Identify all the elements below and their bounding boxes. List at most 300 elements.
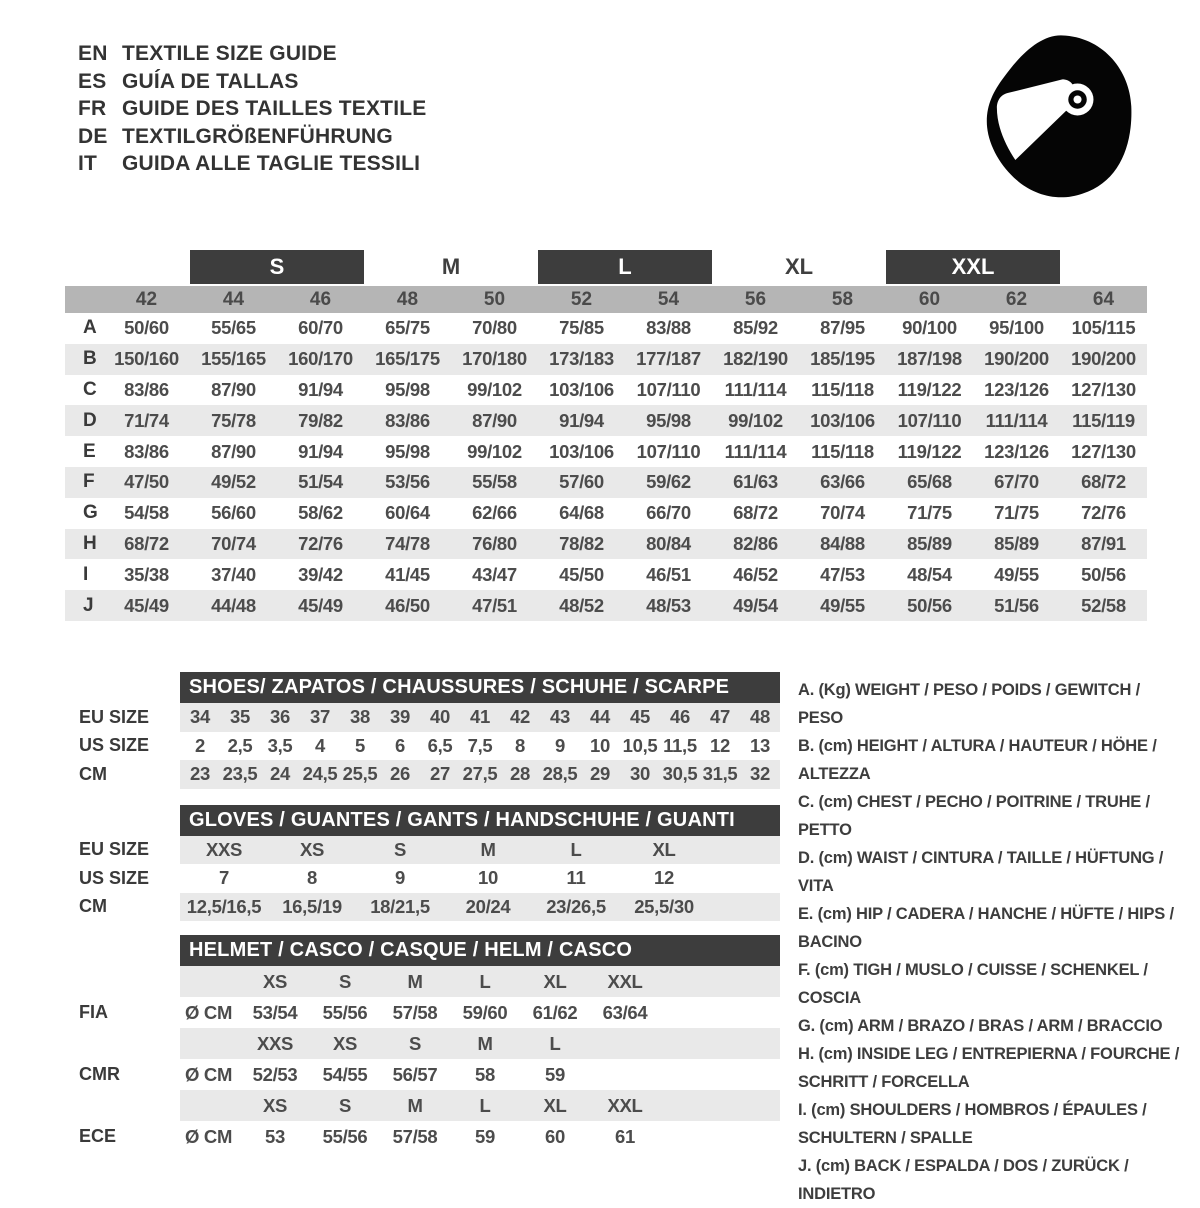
size-row-c: [65, 375, 1147, 406]
size-cell: 85/89: [994, 532, 1039, 554]
value-cell: XS: [332, 1032, 358, 1054]
size-cell: 87/90: [211, 378, 256, 400]
size-cell: 85/89: [907, 532, 952, 554]
helmet-sizes-row: [65, 966, 790, 997]
legend-item-g: G. (cm) ARM / BRAZO / BRAS / ARM / BRACCIO: [798, 1017, 1163, 1035]
value-cell: 36: [270, 706, 290, 728]
value-cell: XL: [652, 838, 676, 860]
value-cell: XS: [262, 1094, 288, 1116]
gloves-row: [65, 864, 790, 893]
value-cell: XXS: [205, 838, 243, 860]
value-cell: 23/26,5: [546, 895, 606, 917]
row-label: E: [83, 440, 96, 462]
value-cell: Ø CM: [185, 1001, 233, 1023]
size-cell: 87/95: [820, 317, 865, 339]
size-cell: 48/54: [907, 563, 952, 585]
size-cell: 107/110: [636, 440, 701, 462]
value-cell: 7: [219, 867, 229, 889]
size-cell: 50/56: [1081, 563, 1126, 585]
size-cell: 71/74: [124, 409, 169, 431]
size-cell: 46/51: [646, 563, 691, 585]
size-cell: 80/84: [646, 532, 691, 554]
language-row-fr: [78, 95, 426, 123]
legend-item-d: D. (cm) WAIST / CINTURA / TAILLE / HÜFTUNG / VITA: [798, 849, 1164, 895]
size-cell: 87/90: [472, 409, 517, 431]
value-cell: 26: [390, 763, 410, 785]
value-cell: 45: [630, 706, 650, 728]
size-cell: 71/75: [994, 502, 1039, 524]
legend-item-c: C. (cm) CHEST / PECHO / POITRINE / TRUHE / PETTO: [798, 793, 1150, 839]
size-cell: 83/86: [124, 378, 169, 400]
helmet-ece-row: [65, 1121, 790, 1152]
value-cell: 57/58: [392, 1125, 438, 1147]
gloves-row: [65, 893, 790, 922]
gloves-values: [180, 836, 780, 865]
value-cell: 43: [550, 706, 570, 728]
size-cell: 103/106: [549, 378, 614, 400]
size-cell: 70/74: [820, 502, 865, 524]
helmet-ece-values: [180, 1121, 780, 1152]
value-cell: Ø CM: [185, 1063, 233, 1085]
value-cell: [180, 966, 240, 997]
size-group-xl: XL: [784, 254, 814, 279]
helmet-icon-svg: [970, 30, 1138, 206]
size-cell: 95/100: [989, 317, 1044, 339]
size-cell: 65/68: [907, 471, 952, 493]
value-cell: XL: [543, 970, 567, 992]
value-cell: 39: [390, 706, 410, 728]
size-column-header: 50: [483, 288, 506, 310]
value-cell: 42: [510, 706, 530, 728]
shoes-table-title: SHOES/ ZAPATOS / CHAUSSURES / SCHUHE / SCARPE: [180, 672, 780, 703]
size-cell: 83/86: [124, 440, 169, 462]
size-cell: 95/98: [385, 440, 430, 462]
value-cell: 28: [510, 763, 530, 785]
size-row-g: [65, 498, 1147, 529]
value-cell: [590, 1028, 660, 1059]
helmet-sizes-values: [180, 966, 780, 997]
value-cell: 41: [470, 706, 490, 728]
value-cell: XXL: [607, 970, 643, 992]
size-cell: 55/58: [472, 471, 517, 493]
value-cell: 7,5: [467, 734, 493, 756]
value-cell: S: [408, 1032, 422, 1054]
value-cell: [180, 1090, 240, 1121]
size-cell: 91/94: [559, 409, 604, 431]
value-cell: 55/56: [322, 1125, 368, 1147]
size-cell: 119/122: [897, 440, 962, 462]
size-row-j: [65, 590, 1147, 621]
helmet-sizes-label: [65, 966, 180, 997]
shoes-label: US SIZE: [79, 735, 150, 756]
size-cell: 53/56: [385, 471, 430, 493]
size-cell: 68/72: [733, 502, 778, 524]
value-cell: 6,5: [427, 734, 453, 756]
row-label: F: [83, 471, 95, 493]
size-row-h: [65, 529, 1147, 560]
size-cell: 119/122: [897, 378, 962, 400]
size-cell: 99/102: [467, 378, 522, 400]
size-cell: 45/50: [559, 563, 604, 585]
size-cell: 127/130: [1071, 440, 1136, 462]
size-cell: 58/62: [298, 502, 343, 524]
language-row-de: [78, 123, 426, 151]
value-cell: 34: [190, 706, 210, 728]
size-cell: 99/102: [728, 409, 783, 431]
value-cell: 56/57: [392, 1063, 438, 1085]
value-cell: 60: [545, 1125, 565, 1147]
size-cell: 68/72: [124, 532, 169, 554]
value-cell: L: [549, 1032, 561, 1054]
value-cell: 59/60: [462, 1001, 508, 1023]
shoes-values: [180, 732, 780, 761]
gloves-grid: [180, 864, 780, 893]
size-cell: 56/60: [211, 502, 256, 524]
helmet-sizes-row: [65, 1028, 790, 1059]
size-column-band: [65, 286, 1147, 313]
size-cell: 47/51: [472, 594, 517, 616]
size-cell: 173/183: [549, 348, 614, 370]
size-row-d: [65, 405, 1147, 436]
value-cell: 28,5: [542, 763, 578, 785]
size-cell: 160/170: [288, 348, 353, 370]
gloves-table: [65, 836, 790, 922]
guide-title: TEXTILE SIZE GUIDE: [122, 42, 337, 65]
value-cell: 37: [310, 706, 330, 728]
size-cell: 91/94: [298, 378, 343, 400]
value-cell: 23: [190, 763, 210, 785]
value-cell: M: [407, 1094, 423, 1116]
value-cell: 16,5/19: [282, 895, 342, 917]
value-cell: [590, 1059, 660, 1090]
value-cell: XS: [262, 970, 288, 992]
size-column-header: 56: [744, 288, 767, 310]
size-cell: 49/55: [994, 563, 1039, 585]
language-row-it: [78, 150, 426, 178]
size-table-body: [65, 313, 1147, 621]
value-cell: 30: [630, 763, 650, 785]
size-cell: 50/60: [124, 317, 169, 339]
value-cell: 29: [590, 763, 610, 785]
measurement-legend: [798, 676, 1186, 1208]
accessory-size-tables: [65, 672, 790, 1152]
size-cell: 51/56: [994, 594, 1039, 616]
value-cell: 12: [654, 867, 674, 889]
value-cell: 6: [395, 734, 405, 756]
value-cell: L: [479, 970, 491, 992]
size-cell: 115/118: [811, 378, 874, 400]
value-cell: 20/24: [465, 895, 511, 917]
size-cell: 49/52: [211, 471, 256, 493]
value-cell: 4: [315, 734, 325, 756]
size-cell: 71/75: [907, 502, 952, 524]
helmet-cmr-values: [180, 1059, 780, 1090]
value-cell: L: [570, 838, 582, 860]
row-label: A: [83, 317, 97, 339]
helmet-fia-values: [180, 997, 780, 1028]
value-cell: 24,5: [302, 763, 338, 785]
value-cell: 59: [545, 1063, 565, 1085]
value-cell: S: [338, 1094, 352, 1116]
guide-title: GUÍA DE TALLAS: [122, 69, 299, 93]
gloves-table-title: GLOVES / GUANTES / GANTS / HANDSCHUHE / GUANTI: [180, 805, 780, 836]
legend-item-h: H. (cm) INSIDE LEG / ENTREPIERNA / FOURCHE / SCHRITT / FORCELLA: [798, 1045, 1180, 1091]
language-code: ES: [78, 69, 107, 93]
language-row-es: [78, 68, 426, 96]
gloves-label: CM: [79, 896, 107, 917]
size-cell: 75/78: [211, 409, 256, 431]
size-cell: 45/49: [298, 594, 343, 616]
helmet-cmr-grid: [180, 1059, 780, 1090]
shoes-row: [65, 732, 790, 761]
size-cell: 83/86: [385, 409, 430, 431]
value-cell: 40: [430, 706, 450, 728]
size-cell: 103/106: [810, 409, 875, 431]
size-cell: 57/60: [559, 471, 604, 493]
size-cell: 35/38: [124, 563, 169, 585]
size-cell: 85/92: [733, 317, 778, 339]
size-cell: 47/50: [124, 471, 169, 493]
gloves-values: [180, 864, 780, 893]
size-cell: 76/80: [472, 532, 517, 554]
helmet-sizes-values: [180, 1090, 780, 1121]
size-column-header: 46: [309, 288, 332, 310]
size-cell: 47/53: [820, 563, 865, 585]
spacer: [65, 921, 790, 935]
value-cell: 10: [478, 867, 498, 889]
value-cell: 18/21,5: [370, 895, 430, 917]
size-row-a: [65, 313, 1147, 344]
value-cell: XL: [543, 1094, 567, 1116]
value-cell: L: [479, 1094, 491, 1116]
language-row-en: [78, 40, 426, 68]
value-cell: 27: [430, 763, 450, 785]
value-cell: 53/54: [252, 1001, 298, 1023]
value-cell: 44: [590, 706, 610, 728]
size-cell: 123/126: [984, 440, 1049, 462]
helmet-fia-label: FIA: [79, 1002, 108, 1022]
helmet-cmr-label: CMR: [79, 1064, 120, 1084]
value-cell: 52/53: [252, 1063, 298, 1085]
helmet-cmr-row: [65, 1059, 790, 1090]
size-cell: 95/98: [646, 409, 691, 431]
column-band-corner: [65, 286, 103, 313]
shoes-label: CM: [79, 763, 107, 784]
helmet-sizes-row: [65, 1090, 790, 1121]
value-cell: 53: [265, 1125, 285, 1147]
value-cell: 12: [710, 734, 730, 756]
value-cell: S: [338, 970, 352, 992]
helmet-fia-row: [65, 997, 790, 1028]
size-cell: 107/110: [897, 409, 962, 431]
size-cell: 43/47: [472, 563, 517, 585]
value-cell: 25,5/30: [634, 895, 694, 917]
value-cell: 32: [750, 763, 770, 785]
size-cell: 75/85: [559, 317, 604, 339]
value-cell: 8: [307, 867, 317, 889]
size-cell: 165/175: [375, 348, 440, 370]
helmet-table: [65, 966, 790, 1152]
gloves-label: US SIZE: [79, 867, 150, 888]
size-cell: 49/54: [733, 594, 778, 616]
size-cell: 55/65: [211, 317, 256, 339]
value-cell: M: [480, 838, 496, 860]
size-cell: 115/118: [811, 440, 874, 462]
helmet-sizes-values: [180, 1028, 780, 1059]
value-cell: 35: [230, 706, 250, 728]
size-cell: 72/76: [298, 532, 343, 554]
helmet-sizes-grid: [180, 1028, 780, 1059]
size-cell: 95/98: [385, 378, 430, 400]
size-cell: 70/74: [211, 532, 256, 554]
helmet-table-title: HELMET / CASCO / CASQUE / HELM / CASCO: [180, 935, 780, 966]
size-row-e: [65, 436, 1147, 467]
size-column-header: 62: [1005, 288, 1028, 310]
value-cell: 13: [750, 734, 770, 756]
size-cell: 64/68: [559, 502, 604, 524]
size-cell: 182/190: [723, 348, 788, 370]
size-cell: 46/50: [385, 594, 430, 616]
size-cell: 103/106: [549, 440, 614, 462]
size-cell: 48/52: [559, 594, 604, 616]
legend-item-j: J. (cm) BACK / ESPALDA / DOS / ZURÜCK / INDIETRO: [798, 1157, 1129, 1203]
row-label: C: [83, 378, 97, 400]
value-cell: [180, 1028, 240, 1059]
value-cell: 25,5: [342, 763, 378, 785]
guide-title: GUIDA ALLE TAGLIE TESSILI: [122, 152, 421, 175]
size-cell: 150/160: [114, 348, 179, 370]
size-cell: 99/102: [467, 440, 522, 462]
size-row-b: [65, 344, 1147, 375]
size-group-l: L: [538, 250, 712, 284]
size-group-header-row: [65, 250, 1147, 284]
size-cell: 54/58: [124, 502, 169, 524]
value-cell: 27,5: [462, 763, 498, 785]
size-cell: 107/110: [636, 378, 701, 400]
shoes-values: [180, 703, 780, 732]
size-cell: 68/72: [1081, 471, 1126, 493]
value-cell: 46: [670, 706, 690, 728]
size-cell: 39/42: [298, 563, 343, 585]
helmet-sizes-grid: [180, 1090, 780, 1121]
size-cell: 52/58: [1081, 594, 1126, 616]
size-cell: 79/82: [298, 409, 343, 431]
language-code: DE: [78, 124, 108, 148]
size-cell: 155/165: [201, 348, 266, 370]
language-code: EN: [78, 42, 108, 65]
size-column-header: 48: [396, 288, 419, 310]
value-cell: 3,5: [267, 734, 293, 756]
size-cell: 78/82: [559, 532, 604, 554]
size-cell: 190/200: [1071, 348, 1136, 370]
size-row-f: [65, 467, 1147, 498]
size-cell: 111/114: [985, 409, 1048, 431]
size-cell: 123/126: [984, 378, 1049, 400]
value-cell: 59: [475, 1125, 495, 1147]
size-cell: 82/86: [733, 532, 778, 554]
size-cell: 127/130: [1071, 378, 1136, 400]
value-cell: 23,5: [222, 763, 258, 785]
size-column-header: 54: [657, 288, 680, 310]
size-cell: 37/40: [211, 563, 256, 585]
helmet-ece-label: ECE: [79, 1126, 117, 1146]
shoes-row: [65, 703, 790, 732]
helmet-fia-grid: [180, 997, 780, 1028]
size-cell: 61/63: [733, 471, 778, 493]
row-label: H: [83, 532, 97, 554]
shoes-grid: [180, 732, 780, 761]
textile-size-table: [65, 250, 1147, 621]
size-cell: 72/76: [1081, 502, 1126, 524]
shoes-row: [65, 760, 790, 789]
value-cell: 30,5: [662, 763, 698, 785]
value-cell: 10: [590, 734, 610, 756]
size-cell: 50/56: [907, 594, 952, 616]
size-cell: 63/66: [820, 471, 865, 493]
size-cell: 62/66: [472, 502, 517, 524]
language-code: FR: [78, 97, 107, 120]
size-cell: 177/187: [636, 348, 701, 370]
gloves-row: [65, 836, 790, 865]
gloves-label: EU SIZE: [79, 839, 150, 860]
size-row-i: [65, 559, 1147, 590]
size-cell: 185/195: [810, 348, 875, 370]
size-group-xxl: XXL: [886, 250, 1060, 284]
row-label: G: [83, 502, 98, 524]
size-cell: 60/64: [385, 502, 430, 524]
size-cell: 59/62: [646, 471, 691, 493]
value-cell: 2: [195, 734, 205, 756]
helmet-sizes-grid: [180, 966, 780, 997]
value-cell: 11: [566, 867, 586, 889]
row-label: I: [83, 563, 89, 585]
size-cell: 170/180: [462, 348, 527, 370]
size-cell: 91/94: [298, 440, 343, 462]
size-cell: 105/115: [1071, 317, 1136, 339]
row-label: D: [83, 409, 97, 431]
size-cell: 84/88: [820, 532, 865, 554]
size-column-header: 60: [918, 288, 941, 310]
helmet-icon: [970, 30, 1138, 206]
shoes-values: [180, 760, 780, 789]
size-group-m: M: [441, 254, 461, 279]
language-code: IT: [78, 152, 98, 175]
gloves-grid: [180, 836, 780, 865]
size-group-s: S: [190, 250, 364, 284]
value-cell: XXS: [256, 1032, 294, 1054]
value-cell: 31,5: [702, 763, 738, 785]
value-cell: M: [477, 1032, 493, 1054]
value-cell: 5: [355, 734, 365, 756]
size-cell: 44/48: [211, 594, 256, 616]
value-cell: 38: [350, 706, 370, 728]
value-cell: 58: [475, 1063, 495, 1085]
value-cell: S: [393, 838, 407, 860]
value-cell: 47: [710, 706, 730, 728]
value-cell: M: [407, 970, 423, 992]
size-column-header: 52: [570, 288, 593, 310]
size-cell: 49/55: [820, 594, 865, 616]
size-cell: 115/119: [1072, 409, 1135, 431]
value-cell: 2,5: [227, 734, 253, 756]
size-cell: 90/100: [902, 317, 957, 339]
value-cell: 11,5: [663, 734, 697, 756]
value-cell: 9: [555, 734, 565, 756]
shoes-label: EU SIZE: [79, 706, 150, 727]
size-column-header: 42: [135, 288, 158, 310]
size-column-header: 64: [1092, 288, 1115, 310]
shoes-grid: [180, 760, 780, 789]
